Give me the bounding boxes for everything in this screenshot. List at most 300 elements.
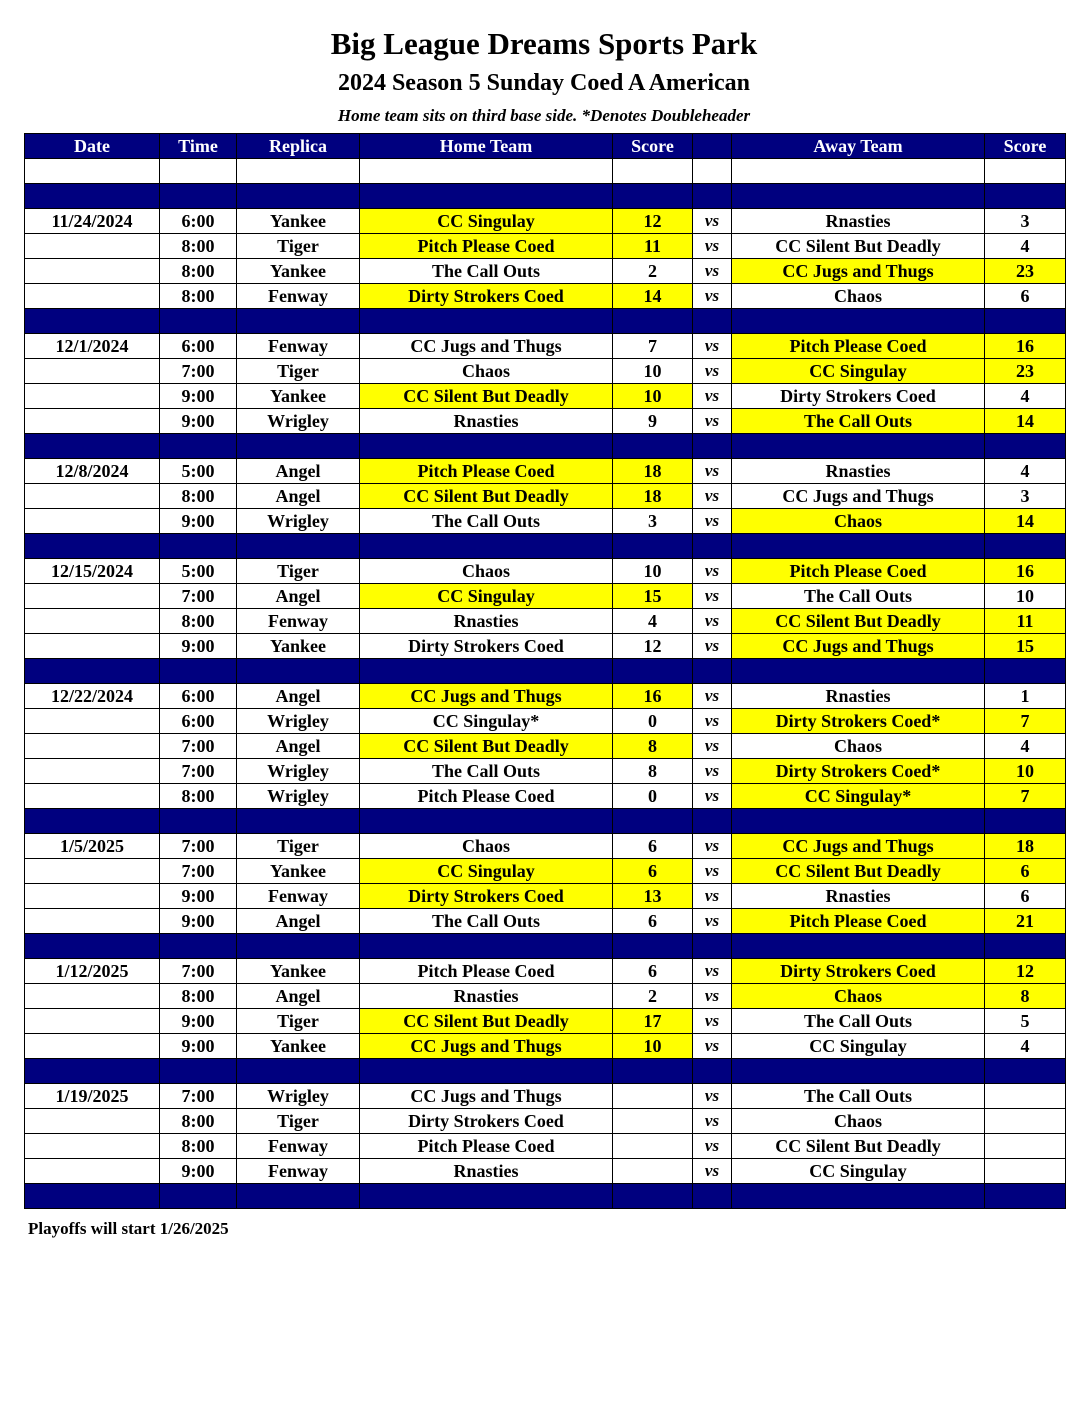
home-team: CC Singulay* — [360, 709, 613, 734]
home-score: 2 — [613, 259, 693, 284]
game-row — [25, 1159, 1066, 1184]
game-row — [25, 459, 1066, 484]
game-time: 8:00 — [160, 609, 237, 634]
away-score: 5 — [985, 1009, 1066, 1034]
away-score: 6 — [985, 284, 1066, 309]
game-replica: Angel — [237, 684, 360, 709]
home-team: CC Jugs and Thugs — [360, 334, 613, 359]
separator-cell — [25, 934, 160, 959]
home-team: CC Jugs and Thugs — [360, 1034, 613, 1059]
col-away-score: Score — [985, 134, 1066, 159]
separator-cell — [693, 659, 732, 684]
game-date — [25, 1009, 160, 1034]
home-score: 6 — [613, 959, 693, 984]
vs-label: vs — [693, 709, 732, 734]
separator-cell — [613, 184, 693, 209]
vs-label: vs — [693, 834, 732, 859]
vs-label: vs — [693, 1009, 732, 1034]
away-score — [985, 1109, 1066, 1134]
separator-row — [25, 659, 1066, 684]
separator-cell — [237, 934, 360, 959]
away-team: The Call Outs — [732, 409, 985, 434]
separator-cell — [25, 1184, 160, 1209]
separator-cell — [693, 534, 732, 559]
game-row — [25, 959, 1066, 984]
away-team: CC Jugs and Thugs — [732, 634, 985, 659]
home-team: CC Jugs and Thugs — [360, 1084, 613, 1109]
home-score: 12 — [613, 209, 693, 234]
separator-cell — [613, 809, 693, 834]
home-team: The Call Outs — [360, 259, 613, 284]
separator-cell — [732, 434, 985, 459]
game-replica: Angel — [237, 584, 360, 609]
separator-cell — [693, 1184, 732, 1209]
away-team: Chaos — [732, 284, 985, 309]
vs-label: vs — [693, 609, 732, 634]
home-team: Dirty Strokers Coed — [360, 634, 613, 659]
game-time: 9:00 — [160, 509, 237, 534]
game-replica: Tiger — [237, 834, 360, 859]
home-score: 10 — [613, 384, 693, 409]
game-time: 5:00 — [160, 459, 237, 484]
home-team: Dirty Strokers Coed — [360, 884, 613, 909]
away-team: CC Jugs and Thugs — [732, 259, 985, 284]
home-score — [613, 1109, 693, 1134]
game-row — [25, 634, 1066, 659]
separator-cell — [732, 309, 985, 334]
home-team: Pitch Please Coed — [360, 959, 613, 984]
blank-cell — [693, 159, 732, 184]
separator-row — [25, 434, 1066, 459]
separator-cell — [985, 1184, 1066, 1209]
separator-cell — [160, 309, 237, 334]
game-row — [25, 484, 1066, 509]
home-score: 8 — [613, 734, 693, 759]
separator-cell — [160, 934, 237, 959]
game-row — [25, 584, 1066, 609]
separator-cell — [237, 434, 360, 459]
away-score: 14 — [985, 509, 1066, 534]
away-team: CC Singulay — [732, 1159, 985, 1184]
separator-cell — [613, 934, 693, 959]
away-score: 1 — [985, 684, 1066, 709]
separator-cell — [985, 809, 1066, 834]
separator-cell — [360, 809, 613, 834]
home-team: Chaos — [360, 359, 613, 384]
separator-cell — [237, 1059, 360, 1084]
separator-cell — [985, 934, 1066, 959]
home-score: 3 — [613, 509, 693, 534]
away-team: Dirty Strokers Coed — [732, 384, 985, 409]
home-team: The Call Outs — [360, 909, 613, 934]
playoffs-note: Playoffs will start 1/26/2025 — [28, 1219, 229, 1238]
separator-cell — [237, 309, 360, 334]
game-replica: Yankee — [237, 634, 360, 659]
game-date — [25, 759, 160, 784]
away-score: 16 — [985, 334, 1066, 359]
game-row — [25, 609, 1066, 634]
game-row — [25, 684, 1066, 709]
separator-cell — [732, 659, 985, 684]
home-team: Chaos — [360, 834, 613, 859]
vs-label: vs — [693, 334, 732, 359]
page-title: Big League Dreams Sports Park — [330, 26, 758, 61]
separator-row — [25, 809, 1066, 834]
separator-cell — [360, 659, 613, 684]
separator-row — [25, 1059, 1066, 1084]
blank-cell — [985, 159, 1066, 184]
away-score: 8 — [985, 984, 1066, 1009]
game-replica: Tiger — [237, 1109, 360, 1134]
separator-cell — [732, 934, 985, 959]
game-row — [25, 259, 1066, 284]
schedule-table — [24, 133, 1066, 1209]
home-team: CC Silent But Deadly — [360, 734, 613, 759]
separator-row — [25, 534, 1066, 559]
separator-cell — [360, 309, 613, 334]
game-date: 1/5/2025 — [25, 834, 160, 859]
home-team: Dirty Strokers Coed — [360, 284, 613, 309]
game-date: 12/22/2024 — [25, 684, 160, 709]
game-date — [25, 734, 160, 759]
game-date: 12/1/2024 — [25, 334, 160, 359]
away-team: CC Silent But Deadly — [732, 859, 985, 884]
home-score: 11 — [613, 234, 693, 259]
away-score: 10 — [985, 759, 1066, 784]
separator-cell — [25, 434, 160, 459]
home-score: 6 — [613, 859, 693, 884]
game-time: 7:00 — [160, 859, 237, 884]
separator-cell — [732, 809, 985, 834]
separator-cell — [732, 534, 985, 559]
away-team: Chaos — [732, 734, 985, 759]
game-date: 1/12/2025 — [25, 959, 160, 984]
away-team: CC Singulay — [732, 1034, 985, 1059]
blank-cell — [732, 159, 985, 184]
away-score: 7 — [985, 784, 1066, 809]
away-team: Pitch Please Coed — [732, 334, 985, 359]
separator-cell — [693, 809, 732, 834]
home-team: CC Silent But Deadly — [360, 384, 613, 409]
game-replica: Wrigley — [237, 784, 360, 809]
home-team: The Call Outs — [360, 509, 613, 534]
game-time: 9:00 — [160, 1009, 237, 1034]
home-team: Rnasties — [360, 609, 613, 634]
home-score: 10 — [613, 1034, 693, 1059]
home-team: Pitch Please Coed — [360, 459, 613, 484]
col-home-team: Home Team — [360, 134, 613, 159]
separator-cell — [160, 1184, 237, 1209]
blank-row — [25, 159, 1066, 184]
game-time: 8:00 — [160, 1134, 237, 1159]
away-team: Dirty Strokers Coed* — [732, 759, 985, 784]
game-row — [25, 509, 1066, 534]
game-row — [25, 1034, 1066, 1059]
separator-cell — [613, 534, 693, 559]
game-time: 7:00 — [160, 759, 237, 784]
home-team: CC Jugs and Thugs — [360, 684, 613, 709]
separator-row — [25, 184, 1066, 209]
game-time: 8:00 — [160, 284, 237, 309]
game-row — [25, 859, 1066, 884]
game-replica: Yankee — [237, 384, 360, 409]
game-replica: Tiger — [237, 1009, 360, 1034]
vs-label: vs — [693, 684, 732, 709]
away-score: 23 — [985, 359, 1066, 384]
away-team: CC Silent But Deadly — [732, 1134, 985, 1159]
away-score: 4 — [985, 734, 1066, 759]
home-team: Rnasties — [360, 984, 613, 1009]
game-row — [25, 784, 1066, 809]
game-row — [25, 334, 1066, 359]
game-replica: Angel — [237, 484, 360, 509]
separator-cell — [613, 434, 693, 459]
vs-label: vs — [693, 984, 732, 1009]
col-time: Time — [160, 134, 237, 159]
separator-cell — [25, 809, 160, 834]
game-time: 8:00 — [160, 259, 237, 284]
home-team: CC Singulay — [360, 209, 613, 234]
separator-cell — [360, 534, 613, 559]
blank-cell — [613, 159, 693, 184]
game-time: 6:00 — [160, 684, 237, 709]
game-time: 9:00 — [160, 409, 237, 434]
home-team: CC Silent But Deadly — [360, 484, 613, 509]
separator-row — [25, 934, 1066, 959]
game-row — [25, 834, 1066, 859]
home-team: CC Singulay — [360, 584, 613, 609]
separator-cell — [613, 1184, 693, 1209]
away-score — [985, 1159, 1066, 1184]
away-team: The Call Outs — [732, 1009, 985, 1034]
separator-cell — [360, 1184, 613, 1209]
game-date — [25, 384, 160, 409]
game-replica: Fenway — [237, 1134, 360, 1159]
vs-label: vs — [693, 234, 732, 259]
home-team: Chaos — [360, 559, 613, 584]
game-replica: Wrigley — [237, 709, 360, 734]
separator-cell — [613, 1059, 693, 1084]
separator-cell — [25, 534, 160, 559]
game-row — [25, 1009, 1066, 1034]
separator-cell — [160, 659, 237, 684]
away-team: Chaos — [732, 984, 985, 1009]
game-time: 9:00 — [160, 384, 237, 409]
game-date — [25, 1109, 160, 1134]
away-team: Rnasties — [732, 209, 985, 234]
game-replica: Wrigley — [237, 759, 360, 784]
game-replica: Angel — [237, 984, 360, 1009]
home-score: 12 — [613, 634, 693, 659]
separator-cell — [25, 659, 160, 684]
away-score: 6 — [985, 884, 1066, 909]
game-date — [25, 259, 160, 284]
game-time: 8:00 — [160, 234, 237, 259]
separator-cell — [985, 1059, 1066, 1084]
home-team: Rnasties — [360, 409, 613, 434]
away-team: Pitch Please Coed — [732, 909, 985, 934]
home-score: 4 — [613, 609, 693, 634]
separator-cell — [160, 809, 237, 834]
game-date — [25, 409, 160, 434]
separator-cell — [25, 184, 160, 209]
game-date — [25, 709, 160, 734]
away-team: Dirty Strokers Coed — [732, 959, 985, 984]
home-team: Pitch Please Coed — [360, 1134, 613, 1159]
separator-cell — [732, 184, 985, 209]
away-team: CC Singulay* — [732, 784, 985, 809]
game-date — [25, 1159, 160, 1184]
game-row — [25, 734, 1066, 759]
game-date — [25, 609, 160, 634]
game-date: 12/8/2024 — [25, 459, 160, 484]
home-score: 17 — [613, 1009, 693, 1034]
vs-label: vs — [693, 509, 732, 534]
separator-cell — [985, 434, 1066, 459]
col-home-score: Score — [613, 134, 693, 159]
away-score: 4 — [985, 1034, 1066, 1059]
home-score — [613, 1134, 693, 1159]
away-score — [985, 1084, 1066, 1109]
game-row — [25, 359, 1066, 384]
game-time: 8:00 — [160, 484, 237, 509]
separator-cell — [732, 1059, 985, 1084]
vs-label: vs — [693, 1084, 732, 1109]
away-team: CC Singulay — [732, 359, 985, 384]
game-replica: Wrigley — [237, 509, 360, 534]
vs-label: vs — [693, 734, 732, 759]
away-team: CC Jugs and Thugs — [732, 484, 985, 509]
game-replica: Fenway — [237, 609, 360, 634]
game-date — [25, 984, 160, 1009]
separator-cell — [237, 534, 360, 559]
col-replica: Replica — [237, 134, 360, 159]
vs-label: vs — [693, 784, 732, 809]
separator-cell — [985, 309, 1066, 334]
separator-cell — [237, 1184, 360, 1209]
game-time: 6:00 — [160, 334, 237, 359]
away-score: 21 — [985, 909, 1066, 934]
game-date — [25, 484, 160, 509]
home-score: 7 — [613, 334, 693, 359]
home-score: 6 — [613, 834, 693, 859]
game-time: 7:00 — [160, 1084, 237, 1109]
home-team: CC Singulay — [360, 859, 613, 884]
game-time: 5:00 — [160, 559, 237, 584]
vs-label: vs — [693, 959, 732, 984]
home-score: 18 — [613, 484, 693, 509]
blank-cell — [237, 159, 360, 184]
separator-cell — [693, 434, 732, 459]
separator-cell — [360, 1059, 613, 1084]
away-team: The Call Outs — [732, 1084, 985, 1109]
game-time: 7:00 — [160, 834, 237, 859]
separator-cell — [613, 309, 693, 334]
away-score: 10 — [985, 584, 1066, 609]
col-date: Date — [25, 134, 160, 159]
home-score: 16 — [613, 684, 693, 709]
game-date — [25, 909, 160, 934]
separator-cell — [732, 1184, 985, 1209]
away-score: 14 — [985, 409, 1066, 434]
home-score: 2 — [613, 984, 693, 1009]
game-row — [25, 409, 1066, 434]
game-replica: Yankee — [237, 1034, 360, 1059]
away-score — [985, 1134, 1066, 1159]
separator-cell — [693, 934, 732, 959]
game-date — [25, 884, 160, 909]
game-row — [25, 1109, 1066, 1134]
separator-row — [25, 309, 1066, 334]
game-date — [25, 634, 160, 659]
vs-label: vs — [693, 384, 732, 409]
separator-cell — [160, 184, 237, 209]
game-row — [25, 234, 1066, 259]
home-score: 0 — [613, 784, 693, 809]
away-team: Pitch Please Coed — [732, 559, 985, 584]
home-score: 13 — [613, 884, 693, 909]
game-replica: Angel — [237, 909, 360, 934]
home-team: Rnasties — [360, 1159, 613, 1184]
game-replica: Yankee — [237, 259, 360, 284]
game-replica: Tiger — [237, 559, 360, 584]
game-replica: Fenway — [237, 334, 360, 359]
game-replica: Angel — [237, 734, 360, 759]
game-replica: Wrigley — [237, 409, 360, 434]
away-score: 4 — [985, 234, 1066, 259]
home-score: 10 — [613, 359, 693, 384]
game-date: 11/24/2024 — [25, 209, 160, 234]
schedule-body — [25, 159, 1066, 1209]
game-time: 7:00 — [160, 359, 237, 384]
game-time: 8:00 — [160, 784, 237, 809]
game-time: 7:00 — [160, 584, 237, 609]
home-team: Dirty Strokers Coed — [360, 1109, 613, 1134]
separator-cell — [160, 1059, 237, 1084]
away-team: CC Silent But Deadly — [732, 609, 985, 634]
game-time: 9:00 — [160, 884, 237, 909]
separator-cell — [693, 1059, 732, 1084]
home-score: 18 — [613, 459, 693, 484]
away-score: 6 — [985, 859, 1066, 884]
game-date: 1/19/2025 — [25, 1084, 160, 1109]
separator-cell — [237, 809, 360, 834]
game-row — [25, 984, 1066, 1009]
blank-cell — [360, 159, 613, 184]
separator-cell — [237, 184, 360, 209]
away-team: CC Jugs and Thugs — [732, 834, 985, 859]
vs-label: vs — [693, 759, 732, 784]
vs-label: vs — [693, 284, 732, 309]
away-team: Chaos — [732, 1109, 985, 1134]
vs-label: vs — [693, 359, 732, 384]
vs-label: vs — [693, 259, 732, 284]
page-note: Home team sits on third base side. *Denotes Doubleheader — [337, 106, 751, 125]
game-replica: Angel — [237, 459, 360, 484]
game-date — [25, 584, 160, 609]
home-score: 8 — [613, 759, 693, 784]
separator-cell — [360, 184, 613, 209]
home-score: 14 — [613, 284, 693, 309]
vs-label: vs — [693, 209, 732, 234]
vs-label: vs — [693, 559, 732, 584]
vs-label: vs — [693, 1159, 732, 1184]
away-score: 11 — [985, 609, 1066, 634]
separator-cell — [25, 309, 160, 334]
game-replica: Yankee — [237, 859, 360, 884]
separator-cell — [237, 659, 360, 684]
vs-label: vs — [693, 884, 732, 909]
